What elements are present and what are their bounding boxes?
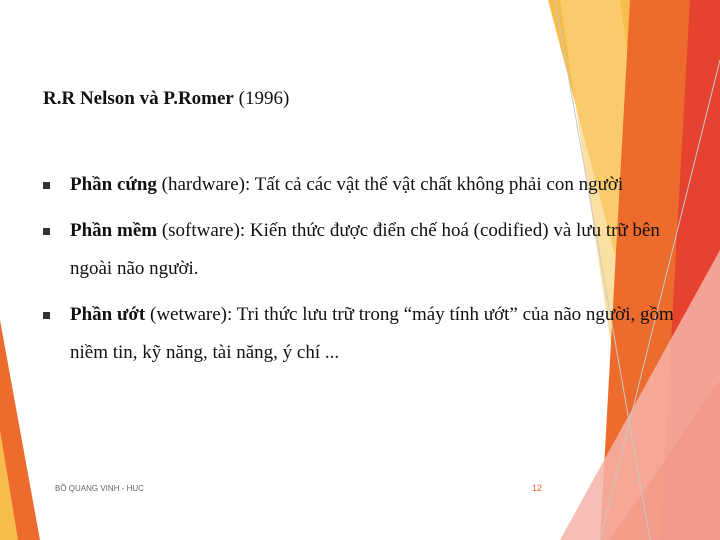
bullet-square-icon (43, 312, 50, 319)
bullet-text: (hardware): Tất cả các vật thể vật chất không phải con người (156, 174, 624, 195)
bullet-term: Phần ướt (70, 304, 146, 325)
bullet-item (43, 296, 693, 372)
heading-rest: (1996) (233, 88, 290, 109)
footer-author: BỒ QUANG VINH - HUC (55, 484, 144, 493)
heading-bold: R.R Nelson và P.Romer (43, 88, 234, 109)
bullet-text: (software): Kiến thức được điển chế hoá (codified) và lưu trữ bên ngoài não người. (70, 220, 660, 279)
page-number: 12 (532, 483, 543, 493)
bullet-item (43, 166, 693, 204)
bullet-square-icon (43, 228, 50, 235)
bullet-list (43, 166, 693, 380)
bullet-text: (wetware): Tri thức lưu trữ trong “máy tính ướt” của não người, gồm niềm tin, kỹ năng, tài năng, ý chí ... (70, 304, 674, 363)
bullet-square-icon (43, 182, 50, 189)
slide-heading (43, 88, 289, 110)
bullet-term: Phần mềm (70, 220, 158, 241)
bullet-item (43, 212, 693, 288)
bullet-term: Phần cứng (70, 174, 157, 195)
